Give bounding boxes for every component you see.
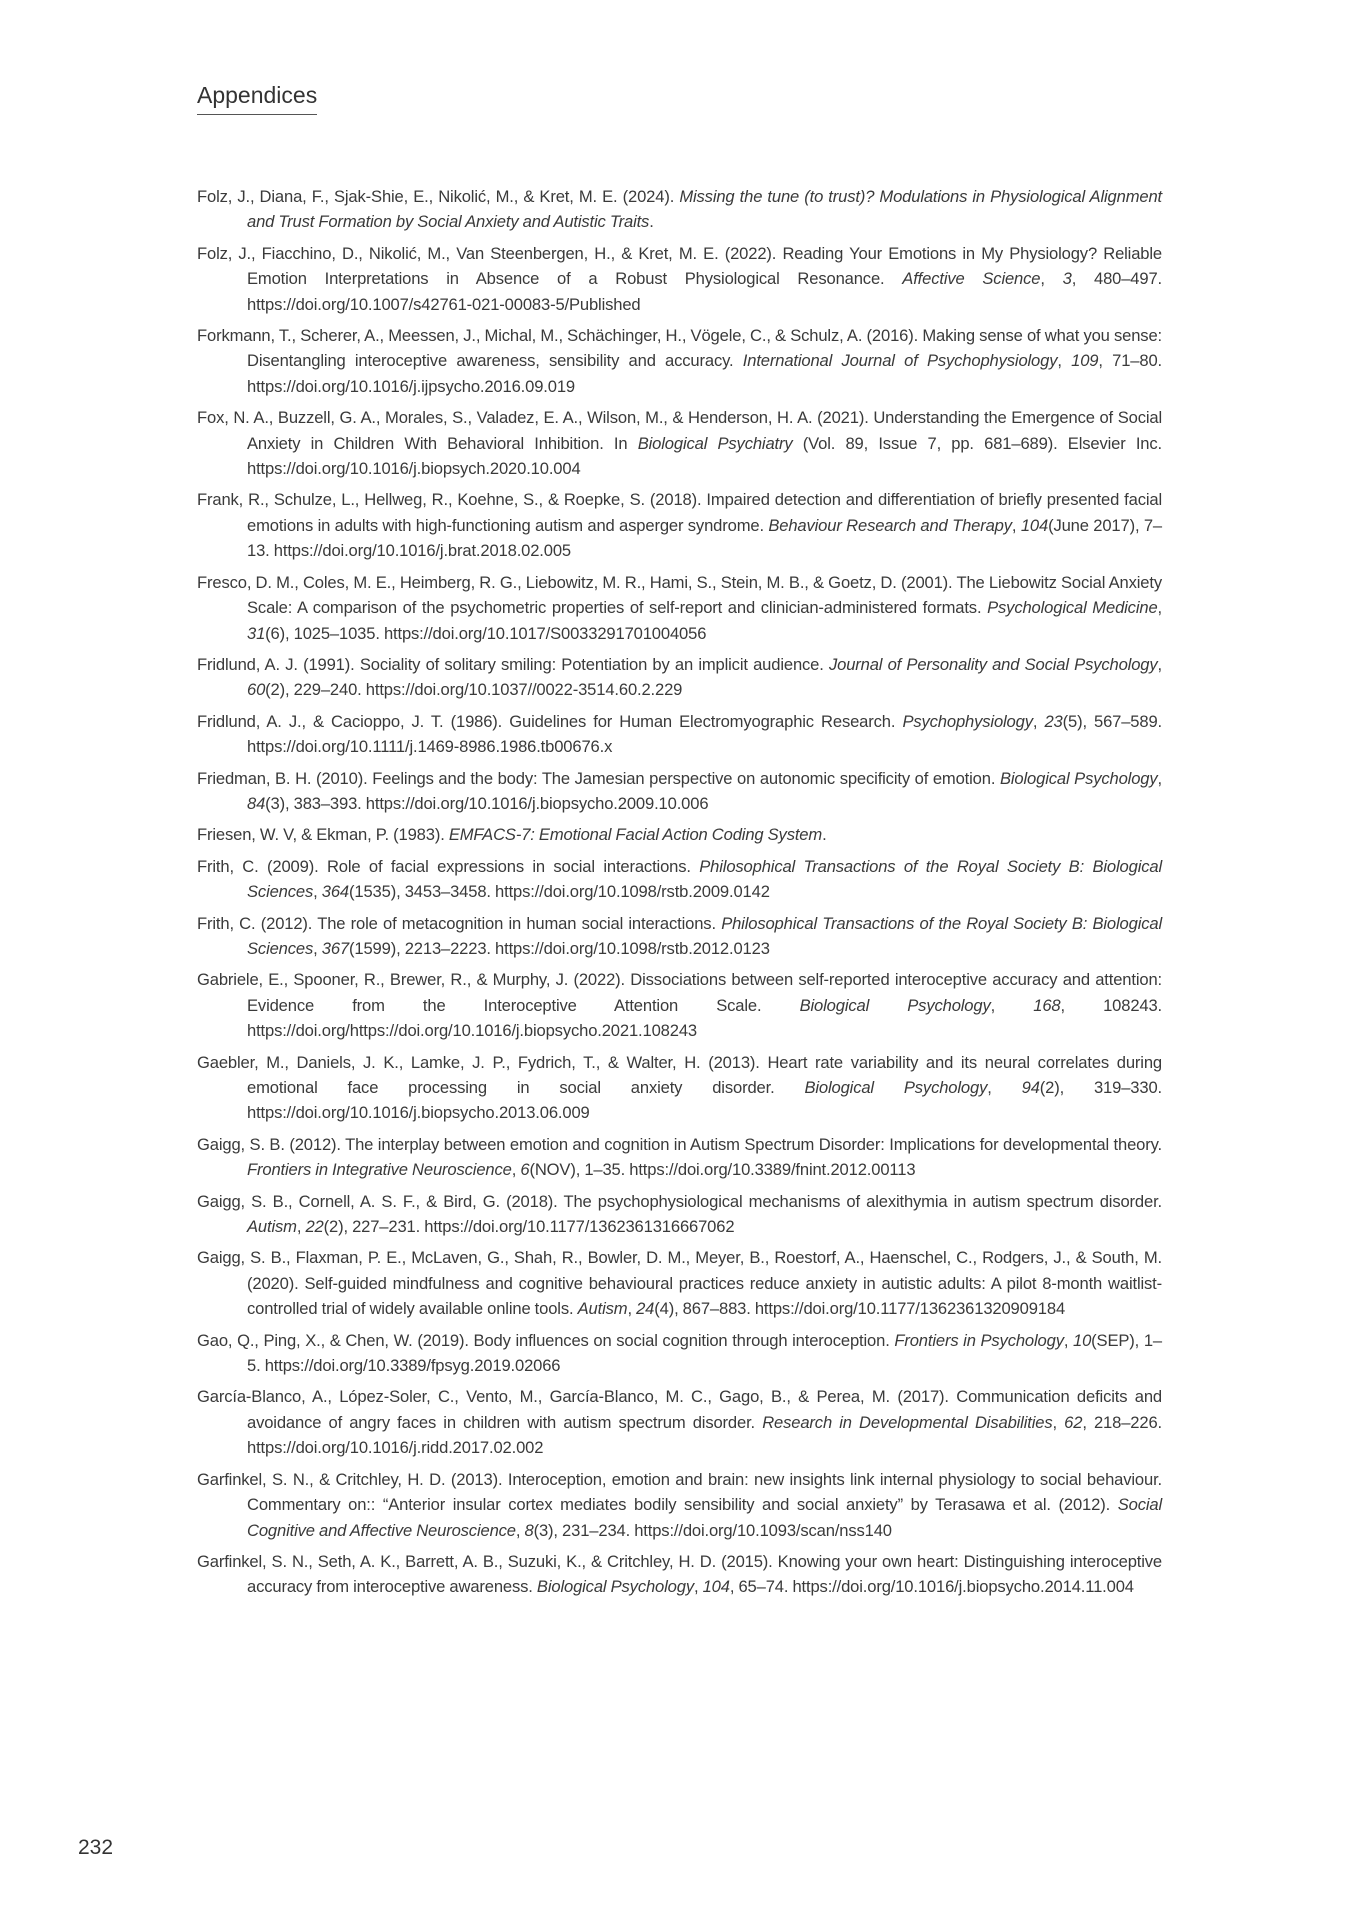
reference-text: ,: [313, 938, 322, 958]
reference-text: Gaigg, S. B. (2012). The interplay between emotion and cognition in Autism Spectrum Disorder: Implications for developmental theory.: [197, 1134, 1162, 1154]
reference-text: ,: [627, 1299, 637, 1319]
reference-entry: [197, 241, 1162, 317]
reference-text: ,: [1157, 768, 1162, 788]
reference-italic-text: 104: [702, 1577, 730, 1597]
reference-text: (1599), 2213–2223. https://doi.org/10.1098/rstb.2012.0123: [349, 938, 770, 958]
reference-entry: [197, 487, 1162, 563]
reference-text: Frith, C. (2009). Role of facial expressions in social interactions.: [197, 856, 700, 876]
reference-italic-text: International Journal of Psychophysiology: [742, 351, 1058, 371]
reference-italic-text: 168: [1033, 995, 1061, 1015]
reference-text: ,: [1011, 515, 1021, 535]
reference-text: ,: [987, 1078, 1022, 1097]
reference-entry: [197, 854, 1162, 905]
reference-text: Frith, C. (2012). The role of metacognition in human social interactions.: [197, 913, 722, 933]
reference-text: Folz, J., Fiacchino, D., Nikolić, M., Van Steenbergen, H., & Kret, M. E. (2022). Reading Your Emotions in My Physiology? Reliable Emotion Interpretations in Absence of a Robust Physiological Resonance.: [197, 243, 1162, 289]
reference-italic-text: 62: [1064, 1412, 1083, 1432]
reference-italic-text: Philosophical Transactions of the Royal Society B: Biological Sciences: [247, 856, 1162, 902]
reference-entry: [197, 1189, 1162, 1240]
reference-text: , 65–74. https://doi.org/10.1016/j.biopsycho.2014.11.004: [729, 1577, 1134, 1597]
reference-text: .: [649, 212, 654, 232]
reference-italic-text: Frontiers in Integrative Neuroscience: [247, 1160, 512, 1180]
reference-text: , 108243. https://doi.org/https://doi.org/10.1016/j.biopsycho.2021.108243: [247, 995, 1163, 1041]
reference-italic-text: 6: [520, 1160, 530, 1180]
reference-text: ,: [1057, 351, 1072, 371]
reference-text: García-Blanco, A., López-Soler, C., Vento, M., García-Blanco, M. C., Gago, B., & Perea, M. (2017). Communication deficits and avoidance of angry faces in children with autism spectrum disorder.: [197, 1387, 1162, 1432]
reference-text: Frank, R., Schulze, L., Hellweg, R., Koehne, S., & Roepke, S. (2018). Impaired detection and differentiation of briefly presented facial emotions in adults with high-functioning autism and asperger syndrome.: [197, 490, 1162, 535]
reference-italic-text: Psychological Medicine: [987, 598, 1158, 618]
reference-text: Fox, N. A., Buzzell, G. A., Morales, S., Valadez, E. A., Wilson, M., & Henderson, H. A. (2021). Understanding the Emergence of Social Anxiety in Children With Behavioral Inhibition. In: [197, 408, 1162, 453]
reference-text: ,: [1157, 598, 1162, 618]
reference-list: [197, 184, 1162, 1606]
reference-italic-text: 31: [247, 623, 266, 643]
reference-italic-text: Social Cognitive and Affective Neuroscience: [247, 1495, 1162, 1540]
reference-text: (5), 567–589. https://doi.org/10.1111/j.1469-8986.1986.tb00676.x: [247, 711, 1163, 757]
reference-text: (3), 231–234. https://doi.org/10.1093/scan/nss140: [533, 1520, 892, 1540]
reference-italic-text: Biological Psychiatry: [637, 433, 793, 453]
reference-italic-text: Biological Psychology: [999, 768, 1158, 788]
reference-italic-text: 84: [247, 793, 266, 813]
reference-entry: [197, 1132, 1162, 1183]
reference-text: Garfinkel, S. N., Seth, A. K., Barrett, A. B., Suzuki, K., & Critchley, H. D. (2015). Knowing your own heart: Distinguishing interoceptive accuracy from interoceptive awareness.: [197, 1551, 1162, 1597]
reference-italic-text: Psychophysiology: [902, 711, 1033, 731]
reference-italic-text: Missing the tune (to trust)? Modulations in Physiological Alignment and Trust Formation by Social Anxiety and Autistic Traits: [247, 187, 1162, 232]
reference-text: Gaebler, M., Daniels, J. K., Lamke, J. P., Fydrich, T., & Walter, H. (2013). Heart rate variability and its neural correlates during emotional face processing in social anxiety disorder.: [197, 1052, 1162, 1097]
reference-text: (2), 227–231. https://doi.org/10.1177/1362361316667062: [323, 1217, 735, 1237]
reference-entry: [197, 822, 1162, 847]
reference-italic-text: 24: [636, 1299, 655, 1319]
reference-text: ,: [515, 1520, 525, 1540]
reference-text: ,: [1052, 1412, 1065, 1432]
reference-entry: [197, 184, 1162, 235]
reference-text: Gao, Q., Ping, X., & Chen, W. (2019). Body influences on social cognition through interoception.: [197, 1330, 895, 1350]
reference-entry: [197, 709, 1162, 760]
reference-italic-text: Behaviour Research and Therapy: [768, 515, 1012, 535]
reference-entry: [197, 652, 1162, 703]
reference-text: Fridlund, A. J., & Cacioppo, J. T. (1986). Guidelines for Human Electromyographic Research.: [197, 711, 903, 731]
reference-text: (1535), 3453–3458. https://doi.org/10.1098/rstb.2009.0142: [349, 882, 770, 902]
running-header: Appendices: [197, 82, 317, 115]
reference-italic-text: Autism: [247, 1217, 297, 1237]
reference-entry: [197, 1245, 1162, 1321]
reference-text: Fresco, D. M., Coles, M. E., Heimberg, R. G., Liebowitz, M. R., Hami, S., Stein, M. B., & Goetz, D. (2001). The Liebowitz Social Anxiety Scale: A comparison of the psychometric properties of self-report and clinician-administered formats.: [197, 572, 1162, 618]
reference-text: (4), 867–883. https://doi.org/10.1177/1362361320909184: [654, 1299, 1066, 1319]
reference-italic-text: Affective Science: [902, 269, 1041, 289]
reference-italic-text: 60: [247, 680, 266, 700]
reference-italic-text: Biological Psychology: [799, 995, 991, 1015]
reference-text: , 71–80. https://doi.org/10.1016/j.ijpsycho.2016.09.019: [247, 351, 1162, 396]
reference-text: (3), 383–393. https://doi.org/10.1016/j.biopsycho.2009.10.006: [265, 793, 709, 813]
reference-text: ,: [313, 882, 322, 902]
reference-text: ,: [511, 1160, 521, 1180]
reference-italic-text: Philosophical Transactions of the Royal Society B: Biological Sciences: [247, 913, 1162, 958]
reference-text: ,: [1157, 654, 1162, 674]
reference-italic-text: Journal of Personality and Social Psychology: [828, 654, 1158, 674]
reference-italic-text: 364: [321, 882, 350, 902]
reference-text: Forkmann, T., Scherer, A., Meessen, J., Michal, M., Schächinger, H., Vögele, C., & Schulz, A. (2016). Making sense of what you sense: Disentangling interoceptive awareness, sensibility and accuracy.: [197, 326, 1162, 371]
reference-text: (2), 229–240. https://doi.org/10.1037//0022-3514.60.2.229: [265, 680, 683, 700]
reference-text: Fridlund, A. J. (1991). Sociality of solitary smiling: Potentiation by an implicit audience.: [197, 654, 829, 674]
reference-text: ,: [296, 1217, 306, 1237]
reference-entry: [197, 1467, 1162, 1543]
reference-text: (Vol. 89, Issue 7, pp. 681–689). Elsevier Inc. https://doi.org/10.1016/j.biopsych.2020.10.004: [247, 433, 1162, 479]
reference-italic-text: Biological Psychology: [804, 1078, 988, 1097]
reference-text: (SEP), 1–5. https://doi.org/10.3389/fpsyg.2019.02066: [247, 1330, 1162, 1376]
reference-entry: [197, 323, 1162, 399]
reference-entry: [197, 911, 1162, 962]
page-number: 232: [78, 1836, 114, 1859]
reference-entry: [197, 405, 1162, 481]
reference-italic-text: 367: [321, 938, 350, 958]
reference-italic-text: 23: [1044, 711, 1063, 731]
reference-italic-text: 94: [1021, 1078, 1040, 1097]
reference-italic-text: 104: [1020, 515, 1049, 535]
reference-text: ,: [693, 1577, 703, 1597]
reference-text: ,: [1063, 1330, 1073, 1350]
reference-italic-text: Autism: [577, 1299, 628, 1319]
reference-entry: [197, 1549, 1162, 1600]
reference-italic-text: 3: [1062, 269, 1072, 289]
reference-text: Gaigg, S. B., Flaxman, P. E., McLaven, G., Shah, R., Bowler, D. M., Meyer, B., Roestorf, A., Haenschel, C., Rodgers, J., & South, M. (2020). Self-guided mindfulness and cognitive behavioural practices reduce anxiety in autistic adults: A pilot 8-month waitlist-controlled trial of widely available online tools.: [197, 1248, 1162, 1319]
reference-text: ,: [990, 995, 1034, 1015]
reference-text: Gabriele, E., Spooner, R., Brewer, R., & Murphy, J. (2022). Dissociations between self-reported interoceptive accuracy and attention: Evidence from the Interoceptive Attention Scale.: [197, 970, 1162, 1015]
reference-italic-text: 22: [305, 1217, 324, 1237]
reference-italic-text: 8: [524, 1520, 534, 1540]
reference-text: (6), 1025–1035. https://doi.org/10.1017/S0033291701004056: [265, 623, 707, 643]
reference-italic-text: Frontiers in Psychology: [894, 1330, 1064, 1350]
reference-entry: [197, 1328, 1162, 1379]
reference-text: Friedman, B. H. (2010). Feelings and the body: The Jamesian perspective on autonomic specificity of emotion.: [197, 768, 1000, 788]
reference-entry: [197, 1050, 1162, 1126]
reference-text: .: [822, 825, 827, 845]
reference-text: Gaigg, S. B., Cornell, A. S. F., & Bird, G. (2018). The psychophysiological mechanisms of alexithymia in autism spectrum disorder.: [197, 1191, 1162, 1211]
reference-entry: [197, 1384, 1162, 1460]
reference-italic-text: EMFACS-7: Emotional Facial Action Coding System: [448, 825, 823, 845]
reference-text: Folz, J., Diana, F., Sjak-Shie, E., Nikolić, M., & Kret, M. E. (2024).: [197, 187, 680, 206]
reference-text: ,: [1032, 711, 1045, 731]
reference-entry: [197, 766, 1162, 817]
reference-text: (June 2017), 7–13. https://doi.org/10.1016/j.brat.2018.02.005: [247, 515, 1163, 561]
reference-italic-text: Biological Psychology: [536, 1577, 694, 1597]
reference-italic-text: 10: [1073, 1330, 1092, 1350]
reference-text: , 480–497. https://doi.org/10.1007/s42761-021-00083-5/Published: [247, 269, 1163, 314]
reference-text: Friesen, W. V, & Ekman, P. (1983).: [197, 825, 449, 845]
reference-italic-text: 109: [1071, 351, 1099, 371]
reference-text: Garfinkel, S. N., & Critchley, H. D. (2013). Interoception, emotion and brain: new insights link internal physiology to social behaviour. Commentary on:: “Anterior insular cortex mediates bodily sensibility and social anxiety” by Terasawa et al. (2012).: [197, 1469, 1162, 1515]
reference-text: (2), 319–330. https://doi.org/10.1016/j.biopsycho.2013.06.009: [247, 1078, 1162, 1123]
reference-text: ,: [1040, 269, 1063, 289]
reference-text: (NOV), 1–35. https://doi.org/10.3389/fnint.2012.00113: [529, 1160, 916, 1180]
reference-entry: [197, 967, 1162, 1043]
reference-italic-text: Research in Developmental Disabilities: [762, 1412, 1053, 1432]
reference-entry: [197, 570, 1162, 646]
reference-text: , 218–226. https://doi.org/10.1016/j.ridd.2017.02.002: [247, 1412, 1162, 1458]
